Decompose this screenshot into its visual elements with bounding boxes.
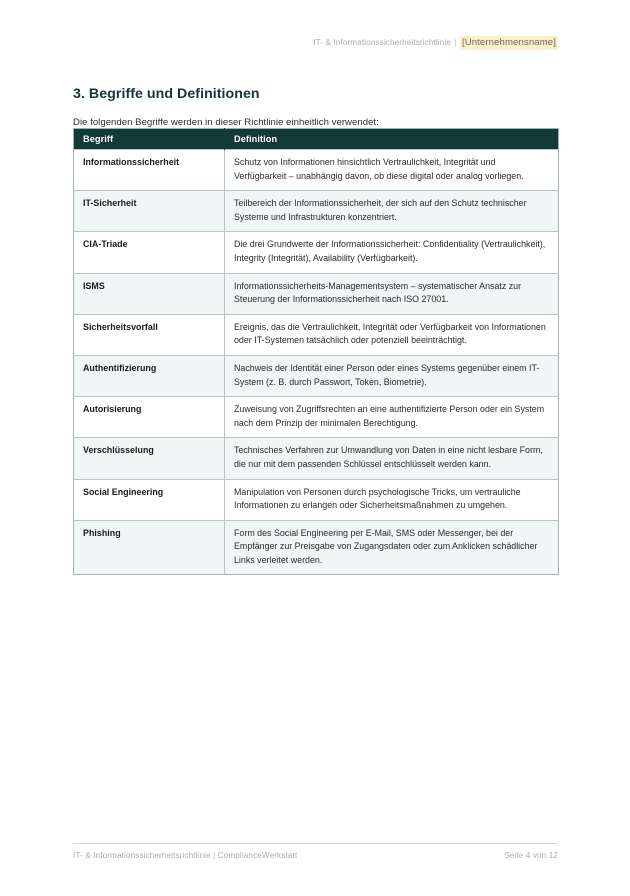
term-cell: Sicherheitsvorfall bbox=[74, 314, 225, 355]
definition-cell: Technisches Verfahren zur Umwandlung von Daten in eine nicht lesbare Form, die nur mit dem passenden Schlüssel entschlüsselt werden kann. bbox=[225, 438, 559, 479]
intro-paragraph: Die folgenden Begriffe werden in dieser Richtlinie einheitlich verwendet: bbox=[73, 116, 379, 128]
table-row bbox=[74, 150, 559, 191]
definition-cell: Teilbereich der Informationssicherheit, der sich auf den Schutz technischer Systeme und Infrastrukturen konzentriert. bbox=[225, 191, 559, 232]
definition-cell: Informationssicherheits-Managementsystem – systematischer Ansatz zur Steuerung der Informationssicherheit nach ISO 27001. bbox=[225, 273, 559, 314]
definition-cell: Form des Social Engineering per E-Mail, SMS oder Messenger, bei der Empfänger zur Preisgabe von Zugangsdaten oder zum Anklicken schädlicher Links verleitet werden. bbox=[225, 520, 559, 575]
definition-cell: Ereignis, das die Vertraulichkeit, Integrität oder Verfügbarkeit von Informationen oder IT-Systemen tatsächlich oder potenziell beeinträchtigt. bbox=[225, 314, 559, 355]
definitions-table bbox=[73, 128, 559, 575]
table-row bbox=[74, 438, 559, 479]
table-row bbox=[74, 232, 559, 273]
definition-cell: Manipulation von Personen durch psychologische Tricks, um vertrauliche Informationen zu erlangen oder Sicherheitsmaßnahmen zu umgehen. bbox=[225, 479, 559, 520]
running-header-separator: | bbox=[454, 38, 457, 47]
running-header bbox=[73, 36, 558, 49]
term-cell: Autorisierung bbox=[74, 397, 225, 438]
term-cell: Social Engineering bbox=[74, 479, 225, 520]
column-header-definition: Definition bbox=[225, 129, 559, 150]
definition-cell: Die drei Grundwerte der Informationssicherheit: Confidentiality (Vertraulichkeit), Integrity (Integrität), Availability (Verfügbarkeit). bbox=[225, 232, 559, 273]
table-row bbox=[74, 273, 559, 314]
table-row bbox=[74, 479, 559, 520]
table-header-row bbox=[74, 129, 559, 150]
table-row bbox=[74, 355, 559, 396]
table-row bbox=[74, 314, 559, 355]
company-name-placeholder[interactable]: [Unternehmensname] bbox=[461, 37, 556, 48]
running-header-doc-title: IT- & Informationssicherheitsrichtlinie bbox=[313, 38, 451, 47]
term-cell: Authentifizierung bbox=[74, 355, 225, 396]
definition-cell: Schutz von Informationen hinsichtlich Vertraulichkeit, Integrität und Verfügbarkeit – unabhängig davon, ob diese digital oder analog vorliegen. bbox=[225, 150, 559, 191]
table-row bbox=[74, 191, 559, 232]
table-header bbox=[74, 129, 559, 150]
table-row bbox=[74, 520, 559, 575]
definition-cell: Zuweisung von Zugriffsrechten an eine authentifizierte Person oder ein System nach dem Prinzip der minimalen Berechtigung. bbox=[225, 397, 559, 438]
term-cell: CIA-Triade bbox=[74, 232, 225, 273]
running-footer bbox=[73, 843, 558, 860]
column-header-begriff: Begriff bbox=[74, 129, 225, 150]
page-title: 3. Begriffe und Definitionen bbox=[73, 85, 260, 102]
term-cell: ISMS bbox=[74, 273, 225, 314]
term-cell: Verschlüsselung bbox=[74, 438, 225, 479]
table-row bbox=[74, 397, 559, 438]
footer-page-number: Seite 4 von 12 bbox=[504, 851, 558, 860]
footer-left-text: IT- & Informationssicherheitsrichtlinie | ComplianceWerkstatt bbox=[73, 851, 298, 860]
table-body bbox=[74, 150, 559, 575]
term-cell: Informationssicherheit bbox=[74, 150, 225, 191]
term-cell: Phishing bbox=[74, 520, 225, 575]
definition-cell: Nachweis der Identität einer Person oder eines Systems gegenüber einem IT-System (z. B. durch Passwort, Token, Biometrie). bbox=[225, 355, 559, 396]
term-cell: IT-Sicherheit bbox=[74, 191, 225, 232]
